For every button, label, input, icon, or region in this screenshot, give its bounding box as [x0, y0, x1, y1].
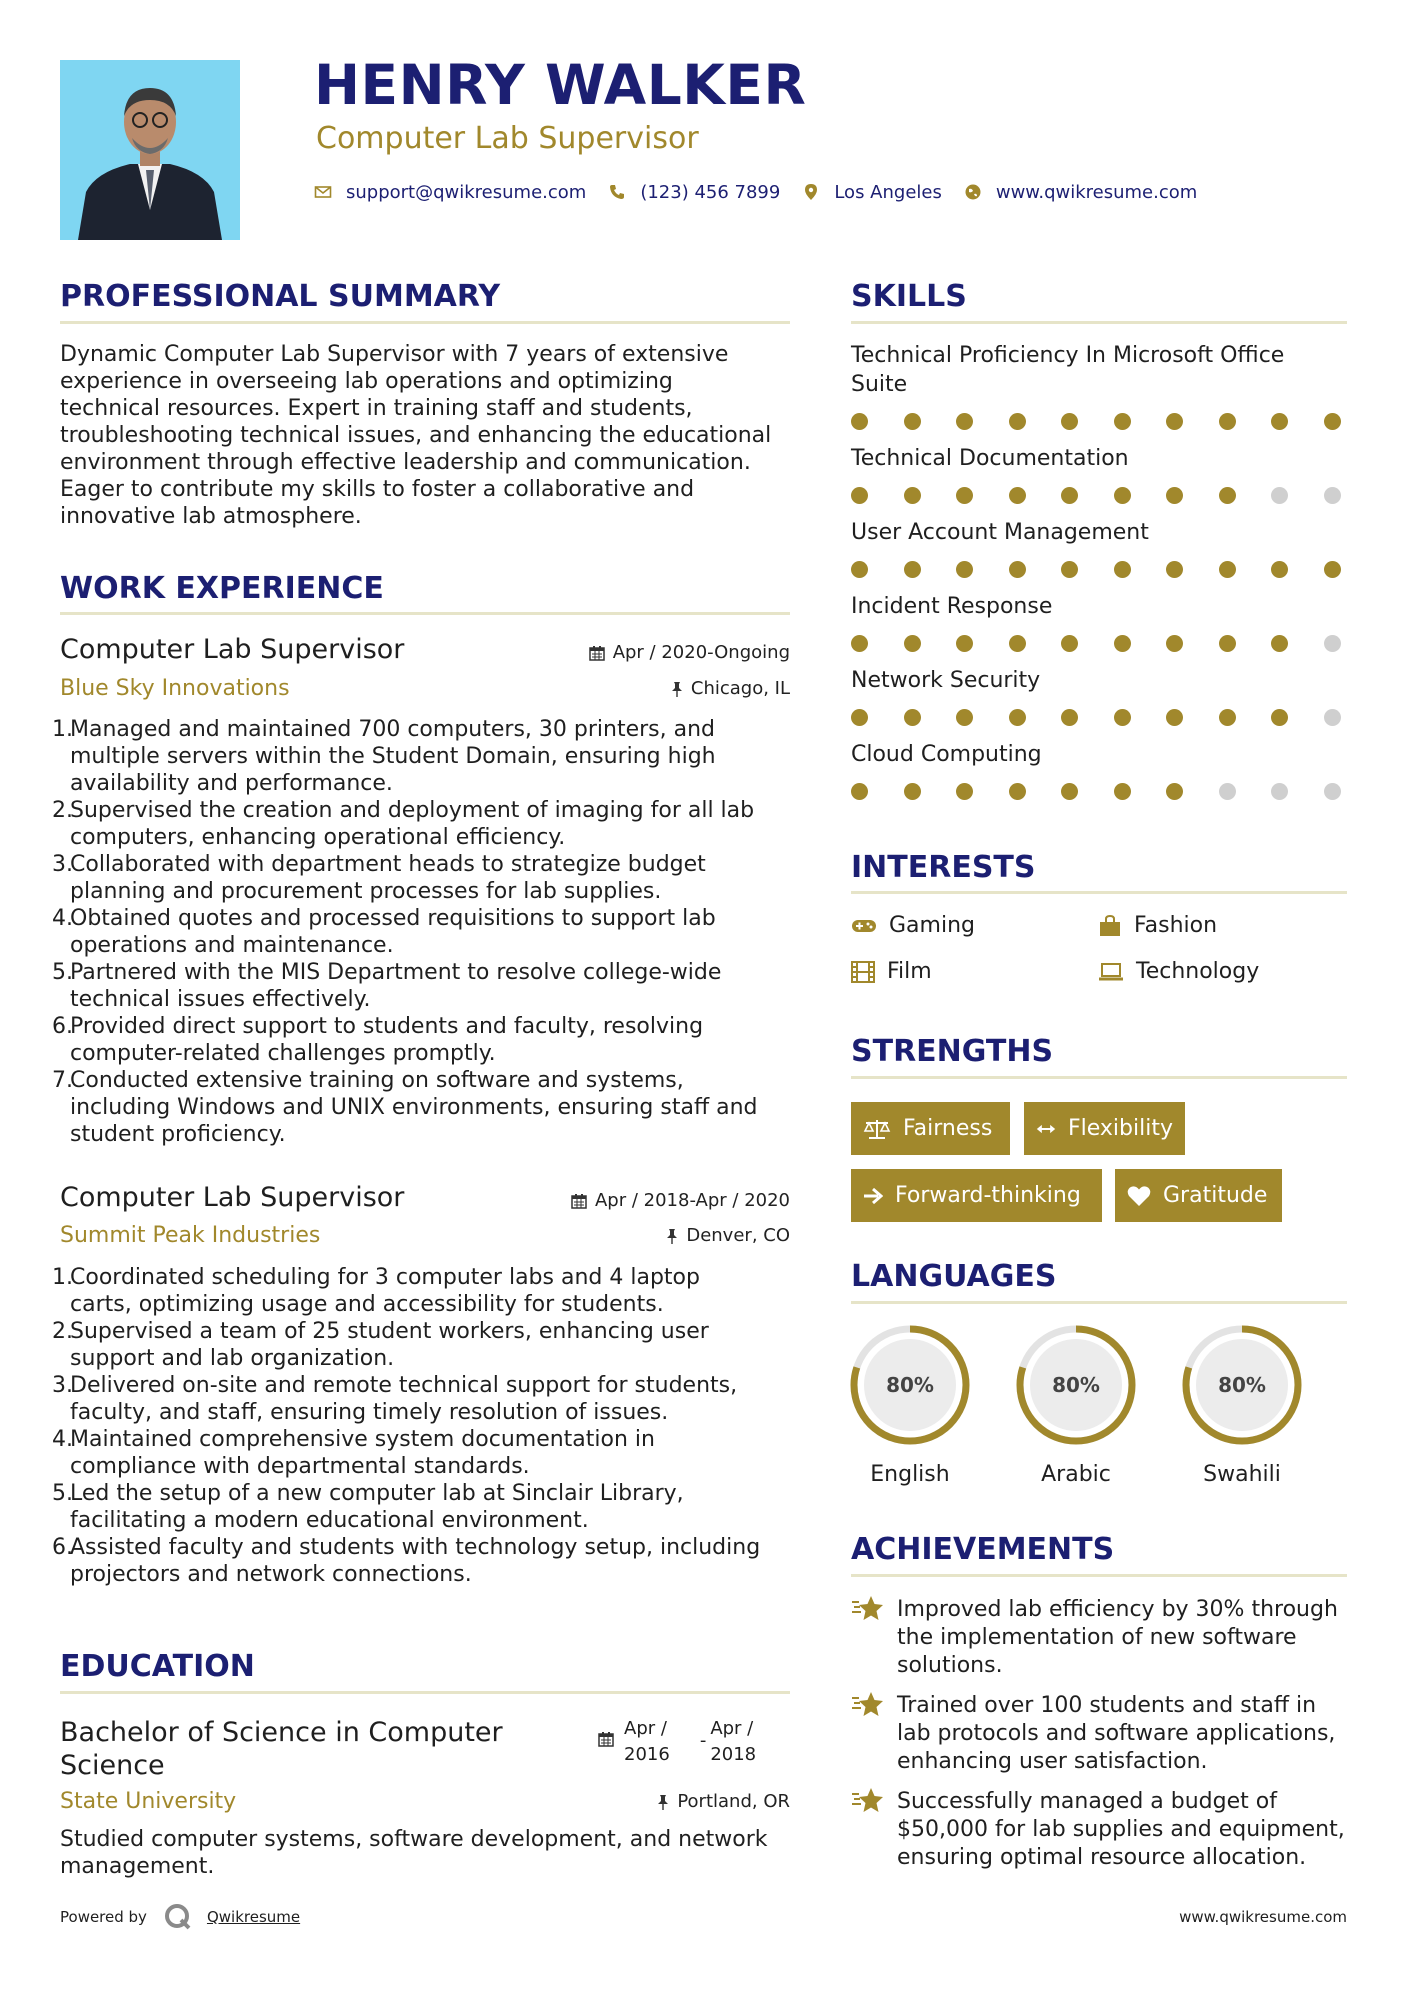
skills-list — [851, 341, 1347, 814]
list-item: 3. Delivered on-site and remote technical support for students, faculty, and staff, ensuring timely resolution of issues. — [52, 1373, 738, 1425]
education-description — [60, 1826, 768, 1880]
strength-tag — [851, 1169, 1102, 1222]
rating-dot-filled — [1166, 413, 1183, 430]
star-award-icon — [851, 1786, 885, 1816]
rating-dot-filled — [1271, 413, 1288, 430]
summary-line: Eager to contribute my skills to foster a collaborative and — [60, 477, 695, 502]
rating-dot-filled — [904, 635, 921, 652]
language-name: English — [870, 1462, 950, 1487]
education-dates — [598, 1716, 756, 1768]
job-location — [671, 680, 790, 698]
rating-dot-filled — [1061, 635, 1078, 652]
contact-location: Los Angeles — [834, 181, 942, 203]
film-icon — [851, 961, 875, 983]
calendar-icon — [571, 1193, 587, 1209]
list-item: 4. Obtained quotes and processed requisitions to support lab operations and maintenance. — [52, 906, 716, 958]
rating-dot-filled — [1114, 561, 1131, 578]
person-silhouette-icon — [60, 60, 240, 240]
interests-heading: INTERESTS — [851, 850, 1036, 885]
contact-phone[interactable]: (123) 456 7899 — [640, 181, 781, 203]
heart-icon — [1127, 1185, 1151, 1207]
rating-dot-filled — [1324, 413, 1341, 430]
language-percent: 80% — [1052, 1373, 1100, 1397]
achievement-item — [851, 1596, 1351, 1680]
skill-name: Network Security — [851, 668, 1041, 693]
rating-dot-filled — [851, 783, 868, 800]
rating-dot-filled — [956, 413, 973, 430]
job-dates-text: Apr / 2020-Ongoing — [612, 642, 790, 663]
rating-dot-filled — [1009, 709, 1026, 726]
list-item: 2. Supervised the creation and deployment of imaging for all lab computers, enhancing operational efficiency. — [52, 798, 755, 850]
brand-link[interactable]: Qwikresume — [206, 1908, 301, 1926]
rating-dot-empty — [1219, 783, 1236, 800]
skill-rating — [851, 413, 1341, 430]
school-location-text: Portland, OR — [677, 1791, 790, 1812]
rating-dot-filled — [1061, 709, 1078, 726]
strength-label: Gratitude — [1163, 1183, 1268, 1208]
rating-dot-empty — [1324, 635, 1341, 652]
profile-photo — [60, 60, 240, 240]
rating-dot-filled — [1166, 783, 1183, 800]
school-name: State University — [60, 1789, 237, 1814]
arrow-right-icon — [863, 1187, 883, 1205]
arrows-horizontal-icon — [1036, 1122, 1056, 1136]
job-duties-list — [52, 1264, 792, 1588]
achievement-text: Successfully managed a budget of $50,000 for lab supplies and equipment, ensuring optimal resource allocation. — [897, 1789, 1345, 1870]
achievement-text: Trained over 100 students and staff in lab protocols and software applications, enhancing user satisfaction. — [897, 1693, 1336, 1774]
rating-dot-filled — [1166, 487, 1183, 504]
rating-dot-filled — [904, 561, 921, 578]
rating-dot-filled — [851, 709, 868, 726]
rating-dot-filled — [956, 783, 973, 800]
rating-dot-filled — [1114, 635, 1131, 652]
education-rule — [60, 1691, 790, 1694]
language-percent: 80% — [886, 1373, 934, 1397]
skill-name: Cloud Computing — [851, 742, 1042, 767]
language-progress-ring — [1177, 1320, 1307, 1450]
rating-dot-filled — [851, 561, 868, 578]
interest-item — [1098, 959, 1259, 984]
rating-dot-filled — [1166, 635, 1183, 652]
rating-dot-filled — [904, 487, 921, 504]
skill-item — [851, 592, 1347, 652]
pushpin-icon — [671, 681, 683, 697]
degree-line: Bachelor of Science in Computer — [60, 1717, 503, 1748]
rating-dot-filled — [1324, 561, 1341, 578]
skill-name: Technical Proficiency In Microsoft Office Suite — [851, 343, 1285, 397]
rating-dot-filled — [1271, 635, 1288, 652]
skill-rating — [851, 487, 1341, 504]
summary-text — [60, 341, 771, 530]
list-item: 5. Led the setup of a new computer lab at Sinclair Library, facilitating a modern educational environment. — [52, 1481, 684, 1533]
interest-label: Gaming — [889, 913, 975, 938]
rating-dot-filled — [904, 709, 921, 726]
achievement-item — [851, 1692, 1351, 1776]
rating-dot-filled — [851, 487, 868, 504]
skill-rating — [851, 783, 1341, 800]
interest-item — [851, 959, 932, 984]
languages-row — [845, 1320, 1281, 1500]
education-end: Apr / 2018 — [710, 1718, 757, 1765]
interests-rule — [851, 891, 1347, 894]
language-progress-ring — [845, 1320, 975, 1450]
qwikresume-logo-icon — [163, 1902, 193, 1932]
list-item: 2. Supervised a team of 25 student workers, enhancing user support and lab organization. — [52, 1319, 709, 1371]
skill-name: Incident Response — [851, 594, 1053, 619]
rating-dot-filled — [1114, 487, 1131, 504]
degree-title — [60, 1716, 503, 1782]
job-company: Summit Peak Industries — [60, 1223, 321, 1248]
contact-bar — [314, 180, 1219, 204]
skill-rating — [851, 709, 1341, 726]
skill-rating — [851, 635, 1341, 652]
job-company: Blue Sky Innovations — [60, 676, 290, 701]
rating-dot-filled — [1009, 487, 1026, 504]
list-item: 6. Assisted faculty and students with technology setup, including projectors and network connections. — [52, 1535, 761, 1587]
rating-dot-filled — [1114, 413, 1131, 430]
skill-name: Technical Documentation — [851, 446, 1129, 471]
star-award-icon — [851, 1690, 885, 1720]
rating-dot-filled — [1061, 487, 1078, 504]
rating-dot-filled — [1219, 413, 1236, 430]
rating-dot-filled — [904, 413, 921, 430]
list-item: 4. Maintained comprehensive system documentation in compliance with departmental standards. — [52, 1427, 655, 1479]
rating-dot-filled — [956, 709, 973, 726]
school-location — [657, 1793, 790, 1811]
job-title: Computer Lab Supervisor — [60, 634, 405, 665]
interest-label: Technology — [1136, 959, 1260, 984]
summary-line: Dynamic Computer Lab Supervisor with 7 years of extensive — [60, 342, 729, 367]
list-item: 6. Provided direct support to students and faculty, resolving computer-related challenges promptly. — [52, 1014, 704, 1066]
interest-label: Film — [887, 959, 932, 984]
education-start: Apr / 2016 — [624, 1718, 670, 1765]
rating-dot-filled — [956, 635, 973, 652]
rating-dot-filled — [956, 561, 973, 578]
laptop-icon — [1098, 962, 1124, 982]
balance-scale-icon — [863, 1118, 891, 1140]
phone-icon — [608, 183, 626, 201]
candidate-title: Computer Lab Supervisor — [316, 121, 699, 156]
rating-dot-filled — [1009, 635, 1026, 652]
list-item: 1. Coordinated scheduling for 3 computer labs and 4 laptop carts, optimizing usage and accessibility for students. — [52, 1265, 700, 1317]
job-location-text: Denver, CO — [686, 1225, 790, 1246]
powered-by — [60, 1902, 300, 1932]
rating-dot-filled — [851, 413, 868, 430]
rating-dot-filled — [1061, 783, 1078, 800]
strength-tag — [1115, 1169, 1282, 1222]
strengths-heading: STRENGTHS — [851, 1034, 1054, 1069]
summary-heading: PROFESSIONAL SUMMARY — [60, 279, 501, 314]
skills-heading: SKILLS — [851, 279, 967, 314]
rating-dot-empty — [1271, 487, 1288, 504]
rating-dot-filled — [1114, 709, 1131, 726]
rating-dot-filled — [904, 783, 921, 800]
skill-name: User Account Management — [851, 520, 1149, 545]
interest-label: Fashion — [1134, 913, 1218, 938]
rating-dot-filled — [956, 487, 973, 504]
work-rule — [60, 612, 790, 615]
strength-label: Fairness — [903, 1116, 993, 1141]
rating-dot-filled — [1009, 413, 1026, 430]
list-item: 5. Partnered with the MIS Department to resolve college-wide technical issues effectively. — [52, 960, 722, 1012]
languages-heading: LANGUAGES — [851, 1259, 1057, 1294]
description-line: Studied computer systems, software development, and network — [60, 1827, 768, 1852]
rating-dot-filled — [1219, 561, 1236, 578]
work-heading: WORK EXPERIENCE — [60, 571, 384, 606]
rating-dot-filled — [1219, 635, 1236, 652]
language-item — [1177, 1320, 1307, 1487]
language-name: Arabic — [1041, 1462, 1111, 1487]
rating-dot-empty — [1324, 709, 1341, 726]
shopping-bag-icon — [1098, 915, 1122, 937]
list-item: 7. Conducted extensive training on software and systems, including Windows and UNIX environments, ensuring staff and student proficiency. — [52, 1068, 758, 1147]
rating-dot-empty — [1324, 783, 1341, 800]
language-progress-ring — [1011, 1320, 1141, 1450]
job-duties-list — [52, 716, 792, 1148]
strength-label: Flexibility — [1068, 1116, 1173, 1141]
strength-tag — [851, 1102, 1010, 1155]
envelope-icon — [314, 183, 332, 201]
rating-dot-filled — [1271, 709, 1288, 726]
rating-dot-filled — [1061, 561, 1078, 578]
skill-rating — [851, 561, 1341, 578]
pushpin-icon — [666, 1228, 678, 1244]
rating-dot-filled — [1166, 709, 1183, 726]
achievement-item — [851, 1788, 1351, 1872]
summary-line: innovative lab atmosphere. — [60, 504, 362, 529]
summary-line: experience in overseeing lab operations and optimizing — [60, 369, 673, 394]
summary-line: troubleshooting technical issues, and enhancing the educational — [60, 423, 772, 448]
job-title: Computer Lab Supervisor — [60, 1182, 405, 1213]
list-item: 1. Managed and maintained 700 computers, 30 printers, and multiple servers within the Student Domain, ensuring high availability and performance. — [52, 717, 716, 796]
rating-dot-filled — [1114, 783, 1131, 800]
achievements-rule — [851, 1574, 1347, 1577]
strength-tag — [1024, 1102, 1185, 1155]
achievements-heading: ACHIEVEMENTS — [851, 1532, 1115, 1567]
candidate-name: HENRY WALKER — [314, 53, 807, 117]
strength-label: Forward-thinking — [895, 1183, 1081, 1208]
summary-rule — [60, 321, 790, 324]
calendar-icon — [598, 1731, 614, 1747]
pushpin-icon — [657, 1794, 669, 1810]
gamepad-icon — [851, 917, 877, 935]
calendar-icon — [589, 645, 605, 661]
map-marker-icon — [802, 183, 820, 201]
summary-line: technical resources. Expert in training staff and students, — [60, 396, 693, 421]
star-award-icon — [851, 1594, 885, 1624]
skill-item — [851, 518, 1347, 578]
rating-dot-empty — [1324, 487, 1341, 504]
contact-website[interactable]: www.qwikresume.com — [995, 181, 1198, 203]
contact-email[interactable]: support@qwikresume.com — [346, 181, 587, 203]
powered-by-label: Powered by — [60, 1908, 147, 1926]
achievement-text: Improved lab efficiency by 30% through the implementation of new software solutions. — [897, 1597, 1338, 1678]
list-item: 3. Collaborated with department heads to strategize budget planning and procurement processes for lab supplies. — [52, 852, 706, 904]
skill-item — [851, 341, 1347, 430]
description-line: management. — [60, 1854, 215, 1879]
rating-dot-filled — [1009, 783, 1026, 800]
job-location — [666, 1227, 790, 1245]
globe-icon — [964, 183, 982, 201]
rating-dot-filled — [851, 635, 868, 652]
education-heading: EDUCATION — [60, 1649, 255, 1684]
job-dates-text: Apr / 2018-Apr / 2020 — [594, 1190, 790, 1211]
job-dates — [589, 644, 790, 662]
language-name: Swahili — [1203, 1462, 1281, 1487]
languages-rule — [851, 1301, 1347, 1304]
rating-dot-filled — [1061, 413, 1078, 430]
date-separator: - — [699, 1730, 707, 1751]
strengths-rule — [851, 1076, 1347, 1079]
rating-dot-filled — [1271, 561, 1288, 578]
interest-item — [851, 913, 975, 938]
summary-line: environment through effective leadership and communication. — [60, 450, 751, 475]
skill-item — [851, 666, 1347, 726]
skill-item — [851, 444, 1347, 504]
achievements-list — [851, 1596, 1351, 1884]
skills-rule — [851, 321, 1347, 324]
rating-dot-filled — [1219, 487, 1236, 504]
rating-dot-filled — [1166, 561, 1183, 578]
job-dates — [571, 1192, 790, 1210]
rating-dot-filled — [1009, 561, 1026, 578]
rating-dot-filled — [1219, 709, 1236, 726]
language-item — [845, 1320, 975, 1487]
rating-dot-empty — [1271, 783, 1288, 800]
interest-item — [1098, 913, 1217, 938]
degree-line: Science — [60, 1750, 165, 1781]
skill-item — [851, 740, 1347, 800]
job-location-text: Chicago, IL — [690, 678, 790, 699]
language-item — [1011, 1320, 1141, 1487]
language-percent: 80% — [1218, 1373, 1266, 1397]
footer-url[interactable]: www.qwikresume.com — [1179, 1908, 1347, 1926]
